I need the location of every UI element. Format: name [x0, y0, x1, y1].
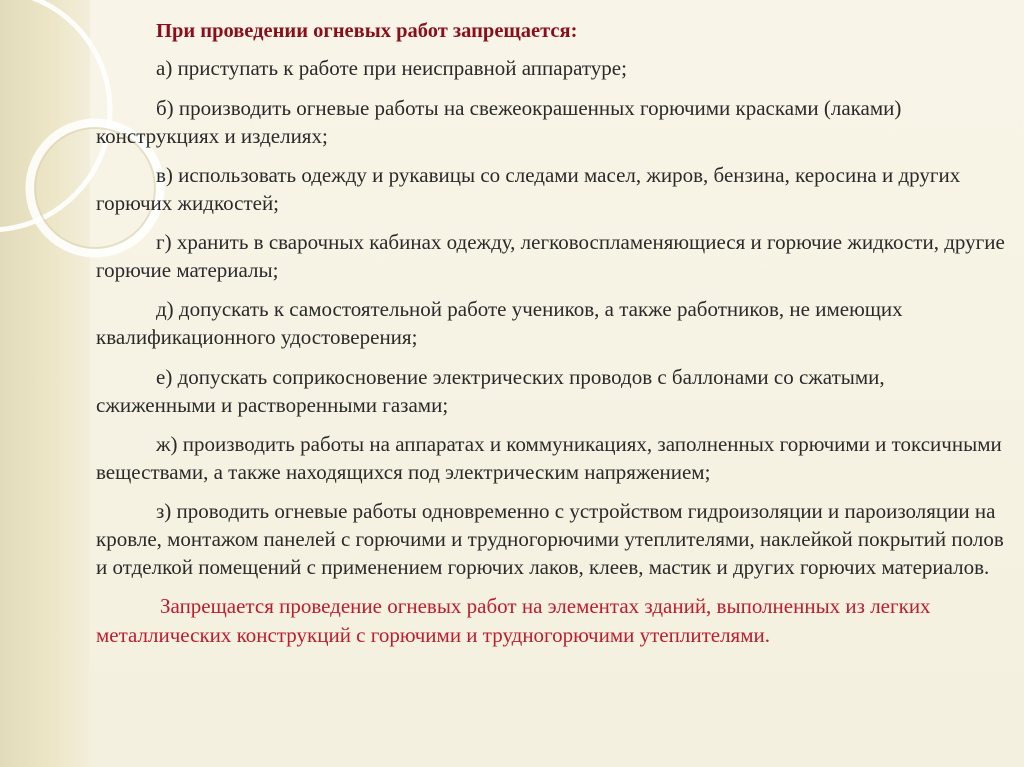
left-decorative-band: [0, 0, 90, 767]
list-item: в) использовать одежду и рукавицы со следами масел, жиров, бензина, керосина и других горючих жидкостей;: [96, 162, 961, 215]
slide-content: [96, 18, 1008, 649]
list-item: е) допускать соприкосновение электрических проводов с баллонами со сжатыми, сжиженными и растворенными газами;: [96, 364, 885, 417]
list-item: ж) производить работы на аппаратах и коммуникациях, заполненных горючими и токсичными веществами, а также находящихся под электрическим напряжением;: [96, 431, 1002, 484]
list-item: б) производить огневые работы на свежеокрашенных горючими красками (лаками) конструкциях и изделиях;: [96, 95, 902, 148]
warning-paragraph: Запрещается проведение огневых работ на элементах зданий, выполненных из легких металлических конструкций с горючими и трудногорючими утеплителями.: [96, 594, 931, 647]
list-item: д) допускать к самостоятельной работе учеников, а также работников, не имеющих квалификационного удостоверения;: [96, 297, 903, 350]
list-item: з) проводить огневые работы одновременно с устройством гидроизоляции и пароизоляции на кровле, монтажом панелей с горючими и трудногорючими утеплителями, наклейкой покрытий полов и отделкой помещений с применением горючих лаков, клеев, мастик и других горючих материалов.: [96, 499, 1004, 580]
list-item: г) хранить в сварочных кабинах одежду, легковоспламеняющиеся и горючие жидкости, другие горючие материалы;: [96, 230, 1005, 283]
list-item: а) приступать к работе при неисправной аппаратуре;: [156, 56, 627, 81]
slide-heading: При проведении огневых работ запрещается:: [156, 20, 578, 42]
